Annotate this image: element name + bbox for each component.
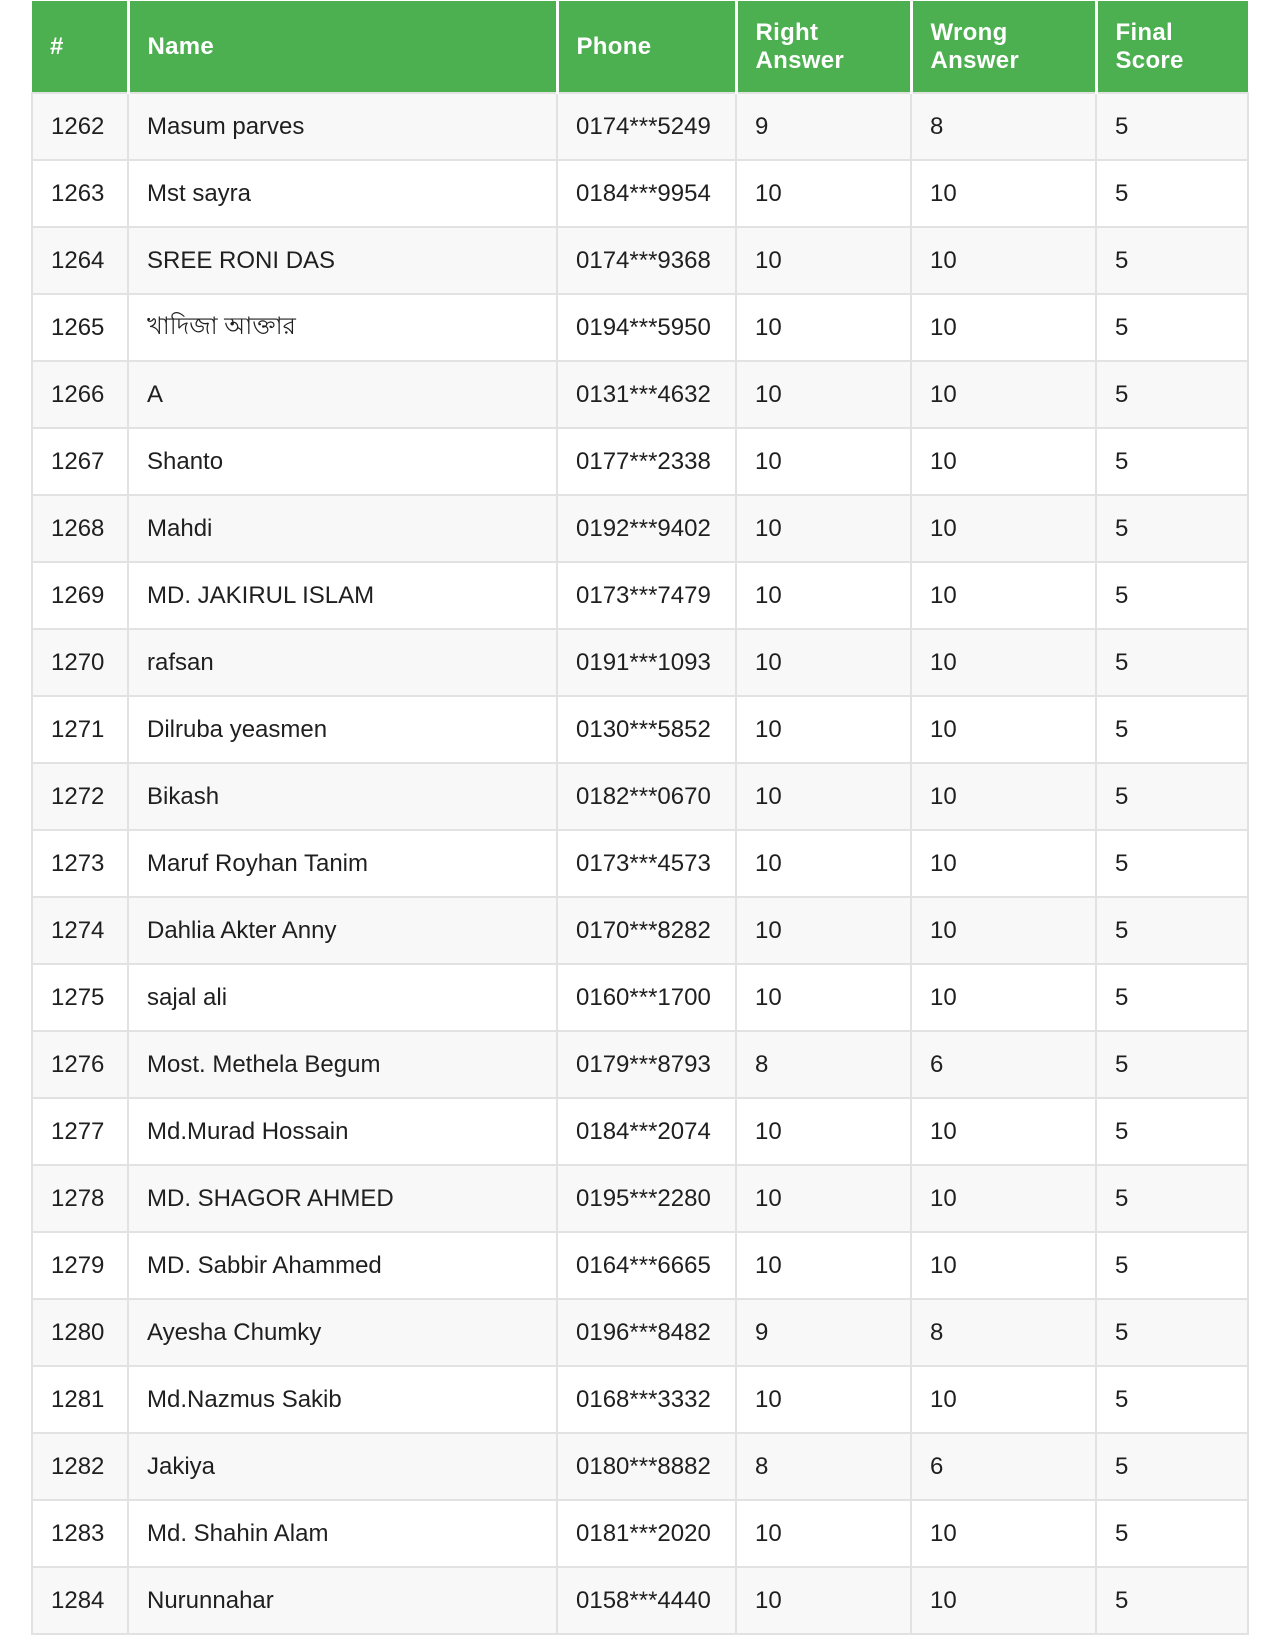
cell-name: Mahdi: [128, 495, 557, 562]
cell-phone: 0158***4440: [557, 1567, 736, 1634]
table-row: [32, 1433, 1248, 1500]
cell-name: Masum parves: [128, 93, 557, 160]
cell-number: 1262: [32, 93, 128, 160]
table-row: [32, 1165, 1248, 1232]
cell-right-answer: 8: [736, 1433, 911, 1500]
cell-number: 1283: [32, 1500, 128, 1567]
table-body: [32, 93, 1248, 1634]
table-row: [32, 1232, 1248, 1299]
table-row: [32, 160, 1248, 227]
cell-name: SREE RONI DAS: [128, 227, 557, 294]
cell-name: MD. JAKIRUL ISLAM: [128, 562, 557, 629]
cell-wrong-answer: 10: [911, 361, 1096, 428]
cell-wrong-answer: 10: [911, 562, 1096, 629]
cell-number: 1273: [32, 830, 128, 897]
cell-number: 1268: [32, 495, 128, 562]
cell-number: 1284: [32, 1567, 128, 1634]
cell-final-score: 5: [1096, 93, 1248, 160]
cell-wrong-answer: 10: [911, 696, 1096, 763]
cell-phone: 0164***6665: [557, 1232, 736, 1299]
cell-final-score: 5: [1096, 1433, 1248, 1500]
cell-number: 1272: [32, 763, 128, 830]
cell-wrong-answer: 10: [911, 763, 1096, 830]
table-row: [32, 1299, 1248, 1366]
cell-number: 1271: [32, 696, 128, 763]
cell-final-score: 5: [1096, 495, 1248, 562]
cell-phone: 0130***5852: [557, 696, 736, 763]
cell-final-score: 5: [1096, 964, 1248, 1031]
cell-name: Mst sayra: [128, 160, 557, 227]
cell-right-answer: 9: [736, 93, 911, 160]
cell-name: Md. Shahin Alam: [128, 1500, 557, 1567]
cell-name: Md.Nazmus Sakib: [128, 1366, 557, 1433]
cell-name: Maruf Royhan Tanim: [128, 830, 557, 897]
cell-phone: 0196***8482: [557, 1299, 736, 1366]
table-row: [32, 964, 1248, 1031]
cell-phone: 0182***0670: [557, 763, 736, 830]
header-final-score: Final Score: [1096, 1, 1248, 93]
cell-right-answer: 10: [736, 1500, 911, 1567]
cell-phone: 0168***3332: [557, 1366, 736, 1433]
table-row: [32, 1500, 1248, 1567]
cell-final-score: 5: [1096, 1098, 1248, 1165]
cell-final-score: 5: [1096, 1031, 1248, 1098]
cell-right-answer: 10: [736, 830, 911, 897]
cell-name: A: [128, 361, 557, 428]
cell-final-score: 5: [1096, 629, 1248, 696]
cell-name: Jakiya: [128, 1433, 557, 1500]
cell-number: 1281: [32, 1366, 128, 1433]
table-row: [32, 763, 1248, 830]
cell-wrong-answer: 10: [911, 227, 1096, 294]
cell-phone: 0181***2020: [557, 1500, 736, 1567]
cell-phone: 0192***9402: [557, 495, 736, 562]
cell-name: MD. Sabbir Ahammed: [128, 1232, 557, 1299]
cell-name: Dahlia Akter Anny: [128, 897, 557, 964]
table-row: [32, 562, 1248, 629]
header-right-answer: Right Answer: [736, 1, 911, 93]
cell-wrong-answer: 8: [911, 1299, 1096, 1366]
cell-phone: 0180***8882: [557, 1433, 736, 1500]
cell-right-answer: 10: [736, 227, 911, 294]
cell-phone: 0179***8793: [557, 1031, 736, 1098]
cell-number: 1275: [32, 964, 128, 1031]
cell-right-answer: 10: [736, 1366, 911, 1433]
table-row: [32, 1366, 1248, 1433]
cell-right-answer: 9: [736, 1299, 911, 1366]
table-row: [32, 428, 1248, 495]
header-phone: Phone: [557, 1, 736, 93]
cell-right-answer: 10: [736, 495, 911, 562]
cell-wrong-answer: 10: [911, 495, 1096, 562]
cell-phone: 0173***7479: [557, 562, 736, 629]
table-row: [32, 93, 1248, 160]
cell-final-score: 5: [1096, 1232, 1248, 1299]
cell-number: 1276: [32, 1031, 128, 1098]
cell-right-answer: 10: [736, 964, 911, 1031]
cell-final-score: 5: [1096, 361, 1248, 428]
cell-phone: 0195***2280: [557, 1165, 736, 1232]
cell-wrong-answer: 10: [911, 1366, 1096, 1433]
cell-final-score: 5: [1096, 428, 1248, 495]
cell-final-score: 5: [1096, 696, 1248, 763]
cell-final-score: 5: [1096, 763, 1248, 830]
cell-wrong-answer: 6: [911, 1433, 1096, 1500]
table-row: [32, 361, 1248, 428]
cell-phone: 0194***5950: [557, 294, 736, 361]
cell-final-score: 5: [1096, 897, 1248, 964]
cell-final-score: 5: [1096, 1500, 1248, 1567]
cell-name: খাদিজা আক্তার: [128, 294, 557, 361]
cell-name: Ayesha Chumky: [128, 1299, 557, 1366]
cell-right-answer: 10: [736, 428, 911, 495]
cell-name: sajal ali: [128, 964, 557, 1031]
cell-final-score: 5: [1096, 830, 1248, 897]
cell-wrong-answer: 10: [911, 1500, 1096, 1567]
table-row: [32, 1031, 1248, 1098]
cell-right-answer: 10: [736, 1098, 911, 1165]
cell-final-score: 5: [1096, 1165, 1248, 1232]
cell-number: 1264: [32, 227, 128, 294]
cell-phone: 0174***5249: [557, 93, 736, 160]
cell-number: 1280: [32, 1299, 128, 1366]
cell-number: 1270: [32, 629, 128, 696]
cell-right-answer: 10: [736, 629, 911, 696]
header-wrong-answer: Wrong Answer: [911, 1, 1096, 93]
cell-name: MD. SHAGOR AHMED: [128, 1165, 557, 1232]
cell-number: 1269: [32, 562, 128, 629]
header-name: Name: [128, 1, 557, 93]
cell-right-answer: 10: [736, 696, 911, 763]
table-row: [32, 1567, 1248, 1634]
cell-number: 1278: [32, 1165, 128, 1232]
table-row: [32, 696, 1248, 763]
cell-right-answer: 10: [736, 897, 911, 964]
cell-wrong-answer: 10: [911, 428, 1096, 495]
cell-right-answer: 10: [736, 294, 911, 361]
cell-phone: 0173***4573: [557, 830, 736, 897]
cell-number: 1274: [32, 897, 128, 964]
cell-phone: 0131***4632: [557, 361, 736, 428]
cell-final-score: 5: [1096, 562, 1248, 629]
cell-wrong-answer: 10: [911, 160, 1096, 227]
cell-phone: 0170***8282: [557, 897, 736, 964]
cell-phone: 0160***1700: [557, 964, 736, 1031]
cell-name: Nurunnahar: [128, 1567, 557, 1634]
cell-phone: 0174***9368: [557, 227, 736, 294]
cell-right-answer: 8: [736, 1031, 911, 1098]
cell-number: 1266: [32, 361, 128, 428]
cell-right-answer: 10: [736, 1567, 911, 1634]
table-row: [32, 897, 1248, 964]
cell-wrong-answer: 8: [911, 93, 1096, 160]
cell-number: 1277: [32, 1098, 128, 1165]
cell-name: Dilruba yeasmen: [128, 696, 557, 763]
table-row: [32, 1098, 1248, 1165]
cell-final-score: 5: [1096, 160, 1248, 227]
table-row: [32, 294, 1248, 361]
header-number: #: [32, 1, 128, 93]
table-row: [32, 495, 1248, 562]
cell-name: Most. Methela Begum: [128, 1031, 557, 1098]
cell-wrong-answer: 10: [911, 830, 1096, 897]
cell-wrong-answer: 10: [911, 1232, 1096, 1299]
cell-name: rafsan: [128, 629, 557, 696]
table-row: [32, 629, 1248, 696]
cell-wrong-answer: 10: [911, 1165, 1096, 1232]
table-header: [32, 1, 1248, 93]
cell-number: 1282: [32, 1433, 128, 1500]
cell-final-score: 5: [1096, 1567, 1248, 1634]
header-row: [32, 1, 1248, 93]
cell-wrong-answer: 10: [911, 294, 1096, 361]
cell-phone: 0184***2074: [557, 1098, 736, 1165]
cell-number: 1263: [32, 160, 128, 227]
cell-final-score: 5: [1096, 1299, 1248, 1366]
cell-wrong-answer: 10: [911, 964, 1096, 1031]
cell-phone: 0191***1093: [557, 629, 736, 696]
cell-right-answer: 10: [736, 160, 911, 227]
cell-name: Shanto: [128, 428, 557, 495]
cell-wrong-answer: 10: [911, 897, 1096, 964]
cell-phone: 0177***2338: [557, 428, 736, 495]
cell-right-answer: 10: [736, 361, 911, 428]
table-row: [32, 830, 1248, 897]
cell-final-score: 5: [1096, 294, 1248, 361]
table-row: [32, 227, 1248, 294]
cell-final-score: 5: [1096, 1366, 1248, 1433]
cell-right-answer: 10: [736, 562, 911, 629]
cell-wrong-answer: 10: [911, 629, 1096, 696]
cell-number: 1267: [32, 428, 128, 495]
cell-name: Bikash: [128, 763, 557, 830]
cell-phone: 0184***9954: [557, 160, 736, 227]
cell-right-answer: 10: [736, 1232, 911, 1299]
cell-number: 1265: [32, 294, 128, 361]
cell-wrong-answer: 10: [911, 1567, 1096, 1634]
cell-wrong-answer: 10: [911, 1098, 1096, 1165]
cell-final-score: 5: [1096, 227, 1248, 294]
cell-right-answer: 10: [736, 1165, 911, 1232]
results-table: [31, 1, 1249, 1635]
cell-right-answer: 10: [736, 763, 911, 830]
cell-number: 1279: [32, 1232, 128, 1299]
cell-wrong-answer: 6: [911, 1031, 1096, 1098]
cell-name: Md.Murad Hossain: [128, 1098, 557, 1165]
